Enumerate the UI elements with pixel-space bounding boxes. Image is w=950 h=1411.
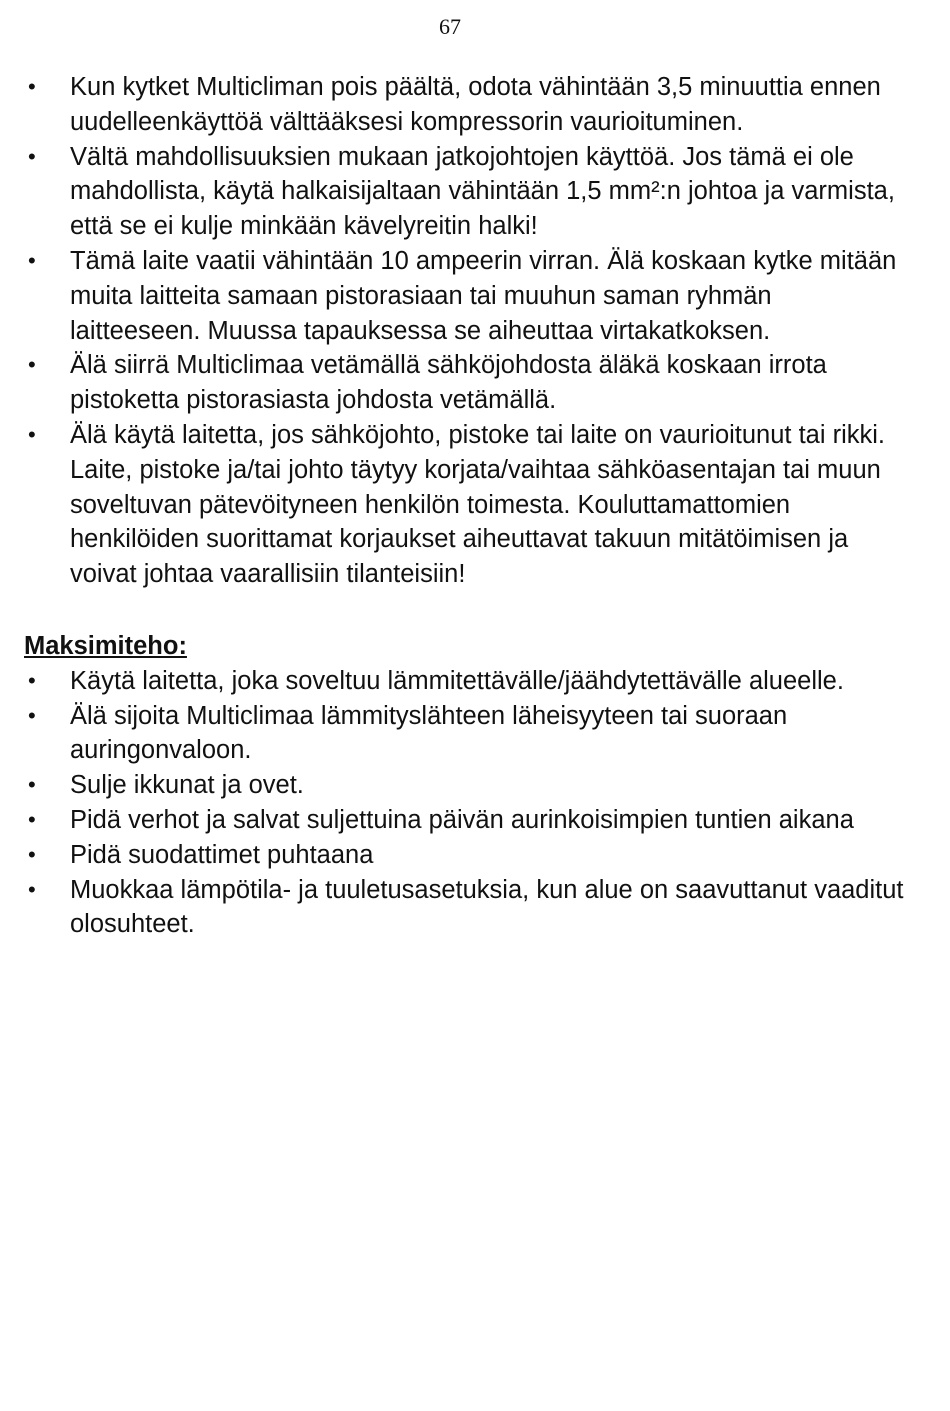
bullet-icon: • — [28, 143, 36, 169]
list-item — [24, 418, 904, 592]
bullet-icon: • — [28, 74, 36, 99]
list-item — [24, 768, 904, 803]
list-item-text: Älä sijoita Multiclimaa lämmityslähteen läheisyyteen tai suoraan auringonvaloon. — [70, 701, 788, 765]
list-item-text: Sulje ikkunat ja ovet. — [70, 771, 304, 800]
list-item — [24, 838, 904, 873]
bullet-icon: • — [28, 806, 36, 832]
list-item-text: Vältä mahdollisuuksien mukaan jatkojohtojen käyttöä. Jos tämä ei ole mahdollista, käytä halkaisijaltaan vähintään 1,5 mm²:n johtoa ja varmista, että se ei kulje minkään kävelyreitin halki! — [70, 142, 895, 241]
safety-list — [24, 70, 904, 592]
bullet-icon: • — [28, 247, 36, 273]
bullet-icon: • — [28, 876, 36, 902]
document-body — [24, 70, 904, 942]
bullet-icon: • — [28, 841, 36, 867]
page-number: 67 — [439, 14, 461, 39]
bullet-icon: • — [28, 667, 36, 693]
bullet-icon: • — [28, 702, 36, 728]
list-item — [24, 699, 904, 769]
list-item-text: Pidä suodattimet puhtaana — [70, 840, 374, 869]
list-item-text: Tämä laite vaatii vähintään 10 ampeerin virran. Älä koskaan kytke mitään muita laitteita samaan pistorasiaan tai muuhun saman ryhmän laitteeseen. Muussa tapauksessa se aiheuttaa virtakatkoksen. — [70, 246, 897, 345]
list-item-text: Älä käytä laitetta, jos sähköjohto, pistoke tai laite on vaurioitunut tai rikki. Laite, pistoke ja/tai johto täytyy korjata/vaihtaa sähköasentajan tai muun soveltuvan pätevöityneen henkilön toimesta. Kouluttamattomien henkilöiden suorittamat korjaukset aiheuttavat takuun mitätöimisen ja voivat johtaa vaarallisiin tilanteisiin! — [70, 420, 886, 589]
list-item-text: Älä siirrä Multiclimaa vetämällä sähköjohdosta äläkä koskaan irrota pistoketta pistorasiasta johdosta vetämällä. — [70, 351, 827, 415]
list-item — [24, 873, 904, 943]
list-item — [24, 70, 904, 140]
bullet-icon: • — [28, 352, 36, 378]
list-item-text: Käytä laitetta, joka soveltuu lämmitettävälle/jäähdytettävälle alueelle. — [70, 666, 844, 695]
bullet-icon: • — [28, 421, 36, 447]
list-item — [24, 348, 904, 418]
list-item — [24, 140, 904, 244]
bullet-icon: • — [28, 772, 36, 798]
max-power-list — [24, 664, 904, 942]
list-item — [24, 803, 904, 838]
list-item-text: Muokkaa lämpötila- ja tuuletusasetuksia, kun alue on saavuttanut vaaditut olosuhteet. — [70, 875, 904, 939]
list-item — [24, 244, 904, 348]
list-item-text: Kun kytket Multicliman pois päältä, odota vähintään 3,5 minuuttia ennen uudelleenkäyttöä välttääksesi kompressorin vaurioituminen. — [70, 73, 881, 136]
section-heading: Maksimiteho: — [24, 631, 187, 660]
list-item-text: Pidä verhot ja salvat suljettuina päivän aurinkoisimpien tuntien aikana — [70, 805, 854, 834]
list-item — [24, 664, 904, 699]
